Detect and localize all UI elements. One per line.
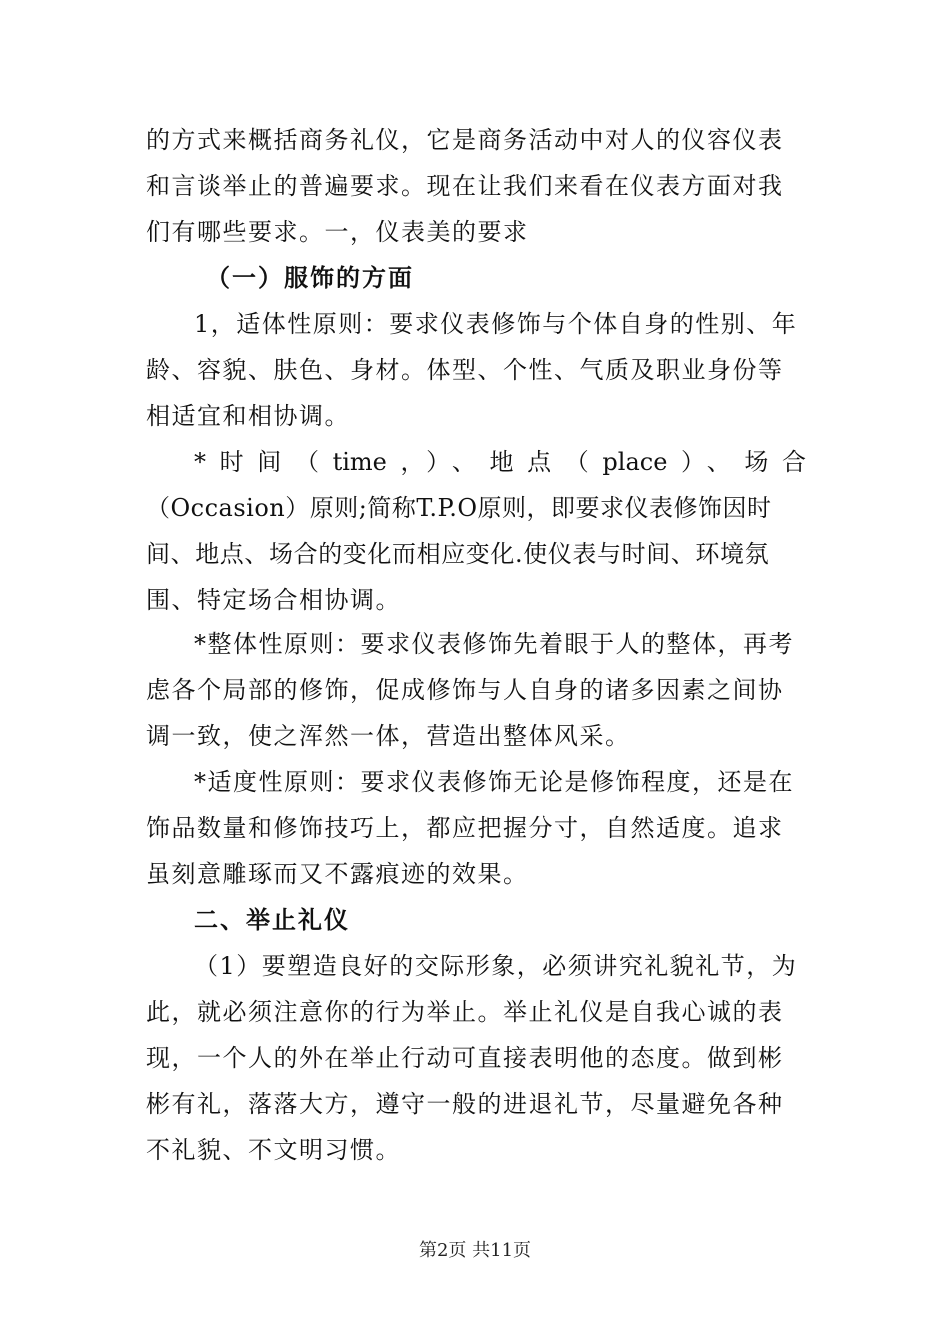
paragraph-line: *整体性原则：要求仪表修饰先着眼于人的整体，再考 [194, 630, 794, 658]
paragraph-line: 们有哪些要求。一，仪表美的要求 [146, 218, 529, 246]
paragraph-line: 的方式来概括商务礼仪，它是商务活动中对人的仪容仪表 [146, 126, 784, 154]
paragraph-line: 虑各个局部的修饰，促成修饰与人自身的诸多因素之间协 [146, 676, 784, 704]
section-heading: （一）服饰的方面 [206, 264, 414, 292]
paragraph-line: *时间（time，）、地点（place）、场合 [194, 448, 806, 476]
paragraph-line: 饰品数量和修饰技巧上，都应把握分寸，自然适度。追求 [146, 814, 784, 842]
paragraph-line: （1）要塑造良好的交际形象，必须讲究礼貌礼节，为 [194, 952, 798, 980]
page-number-footer: 第2页 共11页 [418, 1240, 532, 1261]
paragraph-line: 1，适体性原则：要求仪表修饰与个体自身的性别、年 [194, 310, 798, 338]
paragraph-line: 调一致，使之浑然一体，营造出整体风采。 [146, 722, 631, 750]
paragraph-line: 此，就必须注意你的行为举止。举止礼仪是自我心诚的表 [146, 998, 784, 1026]
paragraph-line: 虽刻意雕琢而又不露痕迹的效果。 [146, 860, 529, 888]
paragraph-line: 相适宜和相协调。 [146, 402, 350, 430]
section-heading: 二、举止礼仪 [194, 906, 350, 934]
paragraph-line: *适度性原则：要求仪表修饰无论是修饰程度，还是在 [194, 768, 794, 796]
paragraph-line: 现，一个人的外在举止行动可直接表明他的态度。做到彬 [146, 1044, 784, 1072]
paragraph-line: 间、地点、场合的变化而相应变化.使仪表与时间、环境氛 [146, 540, 770, 568]
paragraph-line: 龄、容貌、肤色、身材。体型、个性、气质及职业身份等 [146, 356, 784, 384]
paragraph-line: 不礼貌、不文明习惯。 [146, 1136, 401, 1164]
paragraph-line: （Occasion）原则;简称T.P.O原则，即要求仪表修饰因时 [146, 494, 772, 522]
paragraph-line: 围、特定场合相协调。 [146, 586, 401, 614]
paragraph-line: 和言谈举止的普遍要求。现在让我们来看在仪表方面对我 [146, 172, 784, 200]
paragraph-line: 彬有礼，落落大方，遵守一般的进退礼节，尽量避免各种 [146, 1090, 784, 1118]
